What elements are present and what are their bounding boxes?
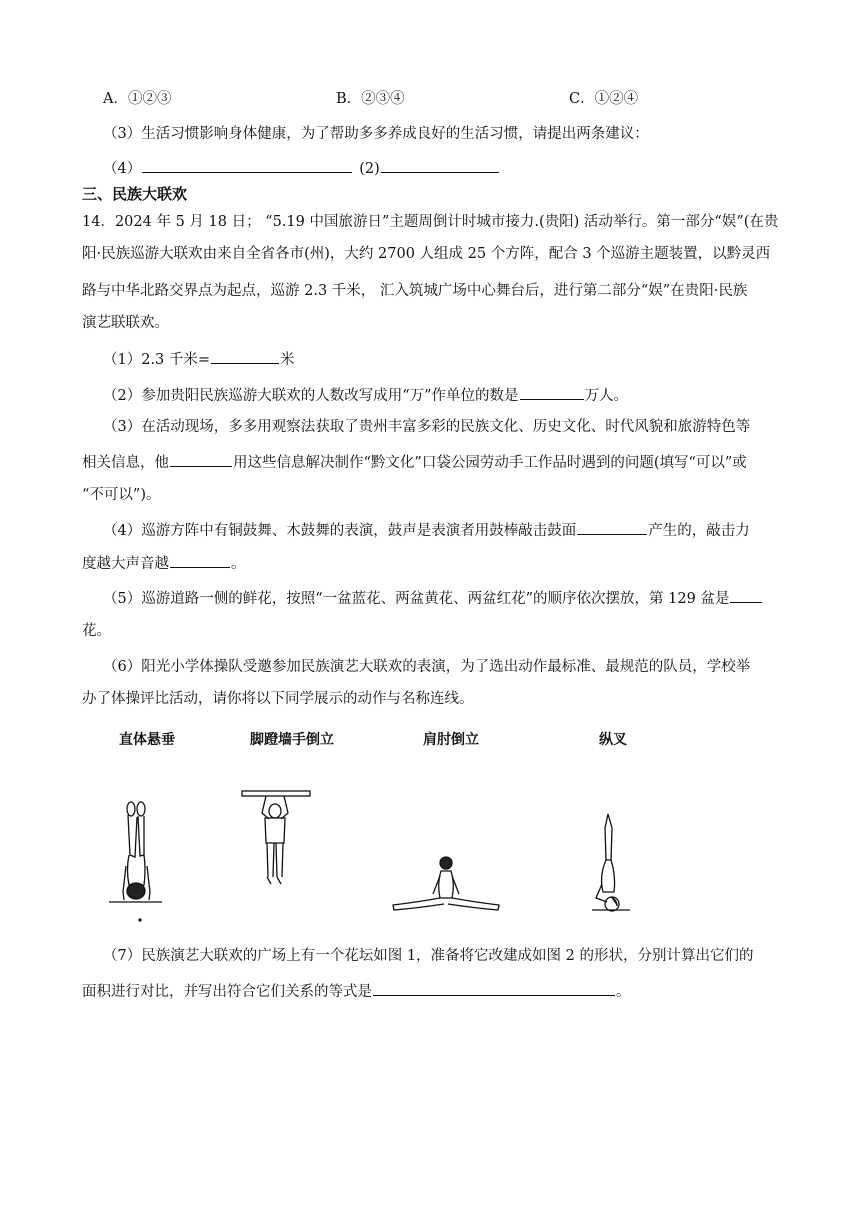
sub1-text-b: 米: [280, 352, 295, 368]
sub7-line-2: [82, 980, 631, 1002]
sub4-line-2: [82, 552, 246, 574]
answer-blank-vibration[interactable]: [577, 519, 647, 535]
sub3-line-2: [82, 451, 747, 473]
sub-question-2: [103, 384, 628, 406]
question-3-text: （3）生活习惯影响身体健康，为了帮助多多养成良好的生活习惯，请提出两条建议：: [103, 126, 649, 142]
pose-label-2: 脚蹬墙手倒立: [250, 732, 334, 748]
pose-label-3: 肩肘倒立: [423, 732, 479, 748]
answer-blank-loudness[interactable]: [170, 552, 230, 568]
sub4-text-d: 。: [231, 556, 246, 572]
sub4-text-b: 产生的，敲击力: [648, 523, 750, 539]
pose-figure-4: [578, 810, 638, 916]
sub3-line-3: “不可以”)。: [82, 487, 161, 503]
answer-blank-flower[interactable]: [730, 587, 762, 603]
pose-figure-1: [104, 800, 164, 925]
sub1-text-a: （1）2.3 千米=: [103, 352, 211, 368]
pose-figure-3: [388, 850, 504, 912]
sub7-text-b: 。: [616, 984, 631, 1000]
sub7-text-a: 面积进行对比，并写出符合它们关系的等式是: [82, 984, 372, 1000]
sub3-text-a: 相关信息，他: [82, 455, 169, 471]
sub6-line-2: 办了体操评比活动，请你将以下同学展示的动作与名称连线。: [82, 691, 474, 707]
q14-line-4: 演艺联联欢。: [82, 315, 169, 331]
answer-blank-km[interactable]: [211, 348, 279, 364]
sub4-line-1: [103, 519, 750, 541]
pose-label-4: 纵叉: [599, 732, 627, 748]
answer-blank-equation[interactable]: [373, 980, 615, 996]
q14-line-1: 14．2024 年 5 月 18 日； “5.19 中国旅游日”主题周倒计时城市接力.(贵阳) 活动举行。第一部分“娱”(在贵: [82, 214, 779, 230]
option-c: C．①②④: [569, 91, 639, 107]
answer-blank-can[interactable]: [170, 451, 232, 467]
question-4-line: [103, 157, 500, 179]
sub7-line-1: （7）民族演艺大联欢的广场上有一个花坛如图 1，准备将它改建成如图 2 的形状，分别计算出它们的: [103, 948, 754, 964]
q14-line-3: 路与中华北路交界点为起点，巡游 2.3 千米， 汇入筑城广场中心舞台后，进行第二部分“娱”在贵阳·民族: [82, 283, 748, 299]
option-a: A．①②③: [103, 91, 172, 107]
section-heading: 三、民族大联欢: [82, 185, 188, 203]
sub6-line-1: （6）阳光小学体操队受邀参加民族演艺大联欢的表演，为了选出动作最标准、最规范的队员，学校举: [103, 659, 751, 675]
sub3-text-b: 用这些信息解决制作“黔文化”口袋公园劳动手工作品时遇到的问题(填写“可以”或: [233, 455, 747, 471]
sub2-text-a: （2）参加贵阳民族巡游大联欢的人数改写成用“万”作单位的数是: [103, 388, 519, 404]
option-b: B．②③④: [336, 91, 405, 107]
question-4-mid: (2): [359, 161, 380, 177]
sub-question-1: [103, 348, 295, 370]
pose-figure-2: [238, 787, 314, 891]
sub2-text-b: 万人。: [584, 388, 629, 404]
sub5-line-1: [103, 587, 763, 609]
sub5-text-a: （5）巡游道路一侧的鲜花，按照“一盆蓝花、两盆黄花、两盆红花”的顺序依次摆放，第 129 盆是: [103, 591, 730, 607]
sub4-text-a: （4）巡游方阵中有铜鼓舞、木鼓舞的表演，鼓声是表演者用鼓棒敲击鼓面: [103, 523, 577, 539]
answer-blank-1[interactable]: [142, 157, 352, 173]
question-4-prefix: （4）: [103, 161, 142, 177]
sub3-line-1: （3）在活动现场，多多用观察法获取了贵州丰富多彩的民族文化、历史文化、时代风貌和旅游特色等: [103, 419, 751, 435]
pose-label-1: 直体悬垂: [119, 732, 175, 748]
answer-blank-wan[interactable]: [520, 384, 584, 400]
sub5-line-2: 花。: [82, 623, 111, 639]
answer-blank-2[interactable]: [381, 157, 499, 173]
q14-line-2: 阳·民族巡游大联欢由来自全省各市(州)，大约 2700 人组成 25 个方阵，配合 3 个巡游主题装置，以黔灵西: [82, 246, 771, 262]
sub4-text-c: 度越大声音越: [82, 556, 169, 572]
